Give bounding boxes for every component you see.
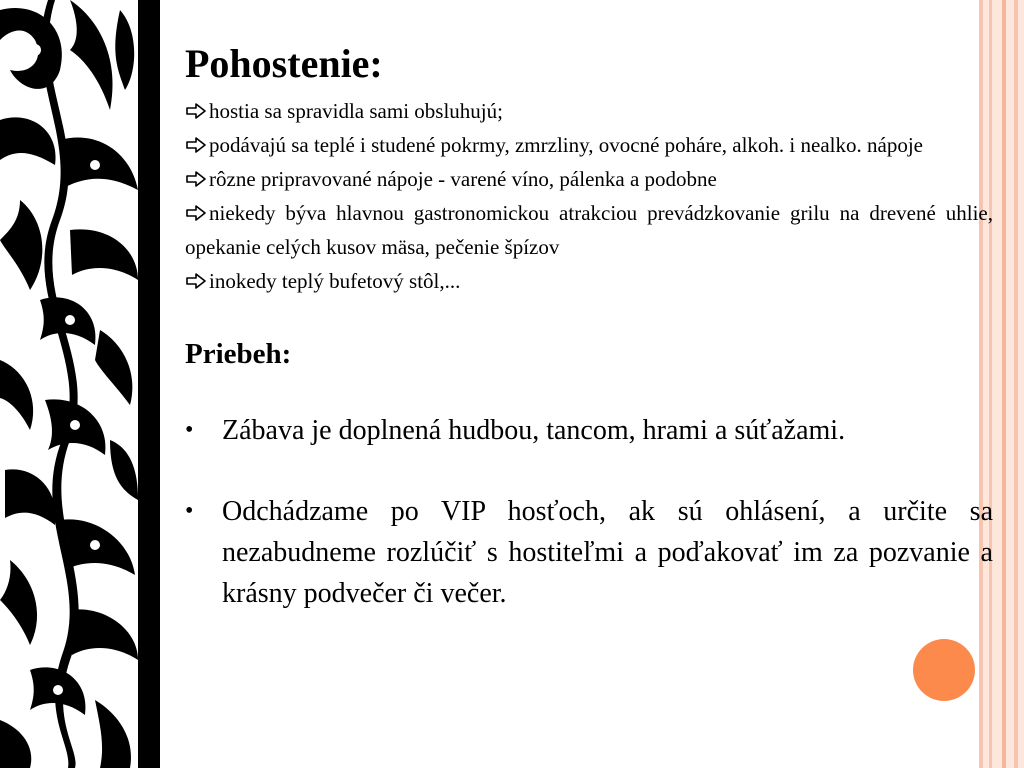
list-item: [185, 264, 993, 298]
arrow-list: [185, 94, 993, 298]
list-item: [185, 94, 993, 128]
list-item-text: rôzne pripravované nápoje - varené víno, pálenka a podobne: [209, 167, 717, 191]
list-item-text: hostia sa spravidla sami obsluhujú;: [209, 99, 503, 123]
bullet-text: Odchádzame po VIP hosťoch, ak sú ohlásení, a určite sa nezabudneme rozlúčiť s hostiteľmi a poďakovať im za pozvanie a krásny podvečer či večer.: [222, 496, 993, 609]
slide-subheading: Priebeh:: [185, 338, 292, 370]
bullet-item: [185, 410, 993, 451]
list-item-text: podávajú sa teplé i studené pokrmy, zmrzliny, ovocné poháre, alkoh. i nealko. nápoje: [209, 133, 923, 157]
bullet-dot: •: [185, 498, 194, 524]
damask-pattern: [0, 0, 138, 768]
slide-heading: Pohostenie:: [185, 41, 383, 86]
vertical-black-bar: [138, 0, 160, 768]
list-item: [185, 162, 993, 196]
slide-content: [185, 38, 993, 654]
arrow-right-outline-icon: [185, 102, 207, 120]
damask-ornament-band: [0, 0, 138, 768]
bullet-item: [185, 491, 993, 614]
list-item-text: inokedy teplý bufetový stôl,...: [209, 269, 461, 293]
bullet-list: [185, 410, 993, 614]
list-item-text: niekedy býva hlavnou gastronomickou atrakciou prevádzkovanie grilu na drevené uhlie, opekanie celých kusov mäsa, pečenie špízov: [185, 201, 993, 259]
bullet-dot: •: [185, 417, 194, 443]
arrow-right-outline-icon: [185, 170, 207, 188]
arrow-right-outline-icon: [185, 272, 207, 290]
arrow-right-outline-icon: [185, 136, 207, 154]
bullet-text: Zábava je doplnená hudbou, tancom, hrami a súťažami.: [222, 415, 846, 446]
arrow-right-outline-icon: [185, 204, 207, 222]
list-item: [185, 196, 993, 264]
list-item: [185, 128, 993, 162]
